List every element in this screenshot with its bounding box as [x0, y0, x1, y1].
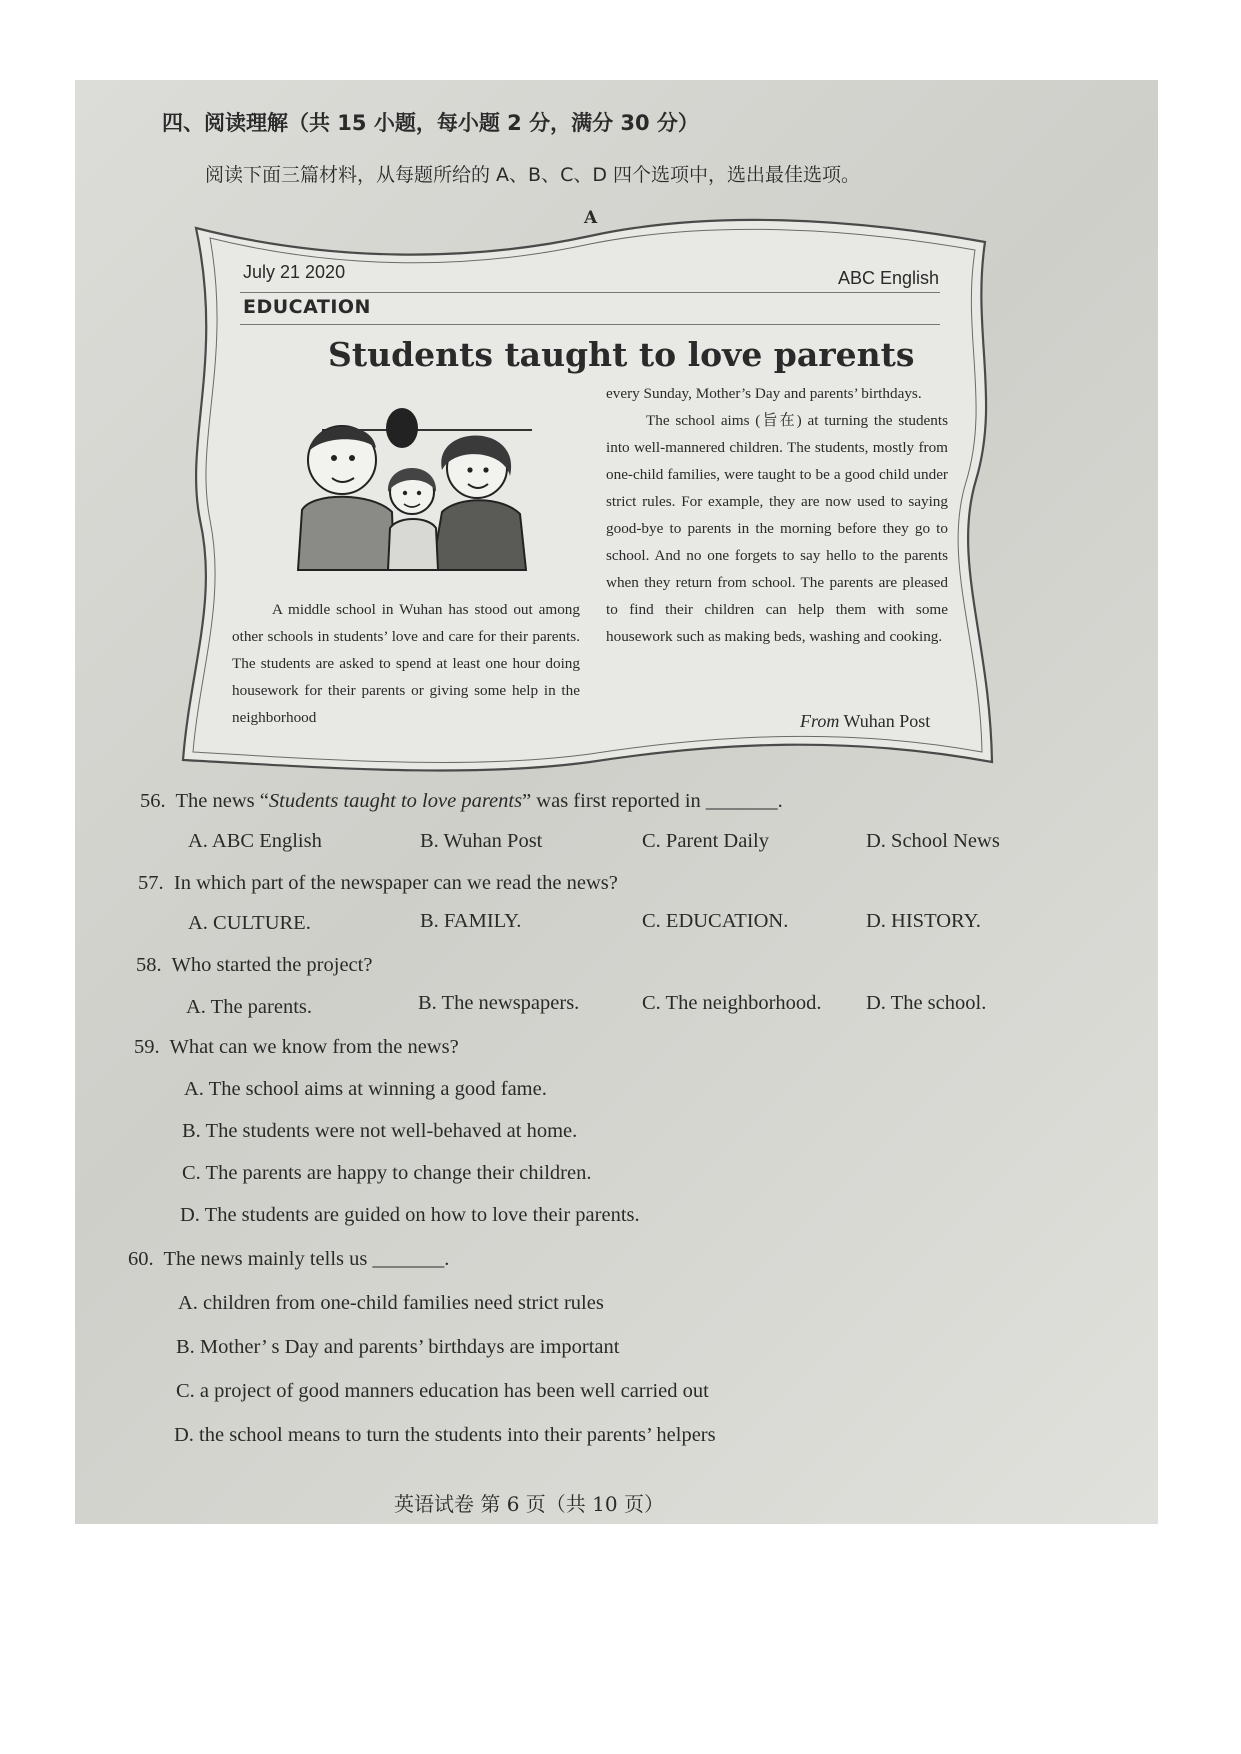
newspaper-date: July 21 2020 — [243, 262, 346, 282]
newspaper-section: EDUCATION — [243, 296, 371, 318]
question-56 — [140, 790, 783, 813]
q57-option-a: A. CULTURE. — [188, 912, 311, 934]
article-left-column — [232, 596, 580, 731]
source-prefix: From — [800, 711, 840, 731]
article-right-column — [606, 380, 948, 650]
q56-stem-after: ” was first reported in _______. — [522, 790, 783, 812]
article-left-paragraph: A middle school in Wuhan has stood out among other schools in students’ love and care for their parents. The students are asked to spend at least one hour doing housework for their parents or giving some help in the neighborhood — [232, 601, 580, 726]
question-59 — [134, 1036, 459, 1059]
article-source — [800, 711, 930, 732]
q56-option-d: D. School News — [866, 830, 1000, 852]
q56-stem-before: The news “ — [175, 790, 269, 812]
q56-option-c: C. Parent Daily — [642, 830, 769, 852]
q58-option-d: D. The school. — [866, 992, 987, 1014]
q56-stem-title: Students taught to love parents — [268, 790, 523, 812]
q58-stem: Who started the project? — [171, 954, 373, 976]
masthead-rule — [240, 292, 940, 293]
question-60 — [128, 1248, 449, 1271]
section-instruction: 阅读下面三篇材料，从每题所给的 A、B、C、D 四个选项中，选出最佳选项。 — [205, 164, 861, 186]
q59-option-d: D. The students are guided on how to love their parents. — [180, 1204, 640, 1226]
section-rule — [240, 324, 940, 325]
page-footer: 英语试卷 第 6 页（共 10 页） — [394, 1492, 664, 1516]
q60-option-d: D. the school means to turn the students into their parents’ helpers — [174, 1424, 716, 1446]
q59-option-b: B. The students were not well-behaved at home. — [182, 1120, 578, 1142]
q60-number: 60. — [128, 1248, 154, 1270]
q59-option-c: C. The parents are happy to change their children. — [182, 1162, 592, 1184]
q60-stem: The news mainly tells us _______. — [163, 1248, 450, 1270]
family-illustration — [282, 400, 552, 580]
q57-option-c: C. EDUCATION. — [642, 910, 789, 932]
source-name: Wuhan Post — [843, 711, 931, 731]
q59-stem: What can we know from the news? — [169, 1036, 459, 1058]
q56-option-a: A. ABC English — [188, 830, 322, 852]
passage-label: A — [584, 208, 598, 228]
q58-option-a: A. The parents. — [186, 996, 313, 1018]
section-heading: 四、阅读理解（共 15 小题，每小题 2 分，满分 30 分） — [162, 111, 699, 135]
article-right-continuation: every Sunday, Mother’s Day and parents’ birthdays. — [606, 385, 922, 402]
q58-option-c: C. The neighborhood. — [642, 992, 822, 1014]
q60-option-a: A. children from one-child families need strict rules — [178, 1292, 604, 1314]
q57-number: 57. — [138, 872, 164, 894]
article-headline: Students taught to love parents — [328, 335, 915, 374]
question-57 — [138, 872, 618, 895]
q56-number: 56. — [140, 790, 166, 812]
q58-option-b: B. The newspapers. — [418, 992, 580, 1014]
q57-option-d: D. HISTORY. — [866, 910, 981, 932]
q60-option-c: C. a project of good manners education has been well carried out — [176, 1380, 709, 1402]
newspaper-brand: ABC English — [838, 268, 940, 288]
q56-option-b: B. Wuhan Post — [420, 830, 543, 852]
question-58 — [136, 954, 372, 977]
article-right-paragraph: The school aims (旨在) at turning the students into well-mannered children. The students, mostly from one-child families, were taught to be a good child under strict rules. For example, they are now used to saying good-bye to parents in the morning before they go to school. And no one forgets to say hello to the parents when they return from school. The parents are pleased to find their children can help them with some housework such as making beds, washing and cooking. — [606, 412, 948, 645]
q59-option-a: A. The school aims at winning a good fame. — [184, 1078, 547, 1100]
q60-option-b: B. Mother’ s Day and parents’ birthdays are important — [176, 1336, 620, 1358]
q58-number: 58. — [136, 954, 162, 976]
q57-stem: In which part of the newspaper can we read the news? — [173, 872, 618, 894]
q59-number: 59. — [134, 1036, 160, 1058]
q57-option-b: B. FAMILY. — [420, 910, 522, 932]
